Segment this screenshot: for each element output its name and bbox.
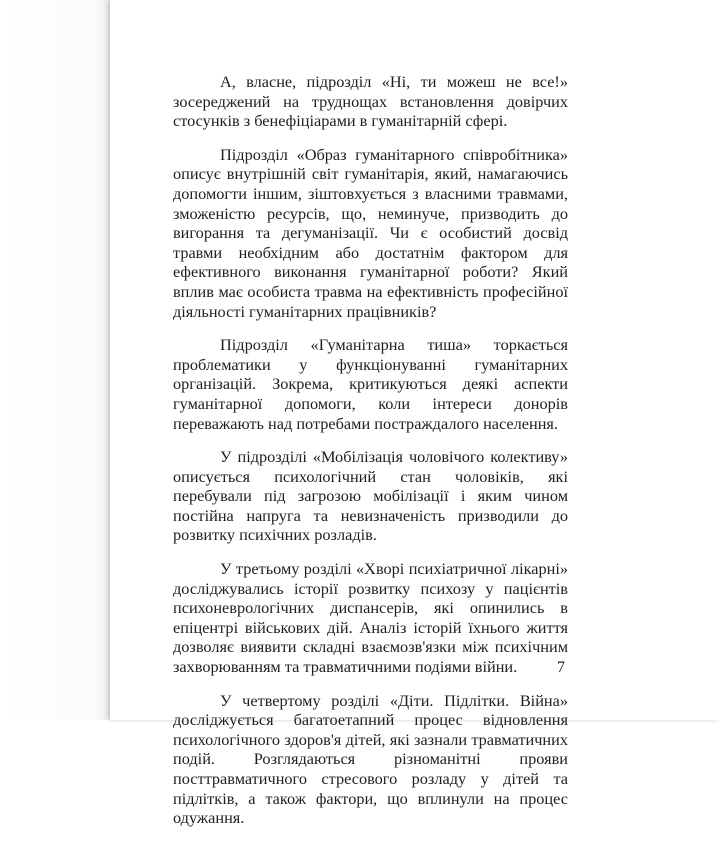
paragraph-children-teens-war: У четвертому розділі «Діти. Підлітки. Війна» досліджується багатоетапний процес відновлення психологічного здоров'я дітей, які зазнали травматичних подій. Розглядаються різноманітні прояви посттравматичного стресового розладу у дітей та підлітків, а також фактори, що вплинули на процес одужання. [173, 690, 568, 828]
paragraph-psychiatric-patients: У третьому розділі «Хворі психіатричної лікарні» досліджувались історії розвитку психозу у пацієнтів психоневрологічних диспансерів, які опинились в епіцентрі військових дій. Аналіз історій їхнього життя дозволяє виявити складні взаємозв'язки між психічним захворюванням та травматичними подіями війни. [173, 559, 568, 677]
paragraph-intro-unit: А, власне, підрозділ «Ні, ти можеш не все!» зосереджений на труднощах встановлення довірчих стосунків з бенефіціарами в гуманітарній сфері. [173, 72, 568, 131]
document-body [173, 64, 568, 842]
paragraph-male-mobilization: У підрозділі «Мобілізація чоловічого колективу» описується психологічний стан чоловіків, які перебували під загрозою мобілізації і яким чином постійна напруга та невизначеність призводили до розвитку психічних розладів. [173, 447, 568, 545]
page-number: 7 [557, 659, 565, 676]
paragraph-humanitarian-worker: Підрозділ «Образ гуманітарного співробітника» описує внутрішній світ гуманітарія, який, намагаючись допомогти іншим, зіштовхується з власними травмами, зможеністю ресурсів, що, неминуче, призводить до вигорання та дегуманізації. Чи є особистий досвід травми необхідним або достатнім фактором для ефективного виконання гуманітарної роботи? Який вплив має особиста травма на ефективність професійної діяльності гуманітарних працівників? [173, 144, 568, 321]
paragraph-humanitarian-silence: Підрозділ «Гуманітарна тиша» торкається проблематики у функціонуванні гуманітарних організацій. Зокрема, критикуються деякі аспекти гуманітарної допомоги, коли інтереси донорів переважають над потребами постраждалого населення. [173, 335, 568, 433]
page-margin-shadow [0, 0, 110, 720]
